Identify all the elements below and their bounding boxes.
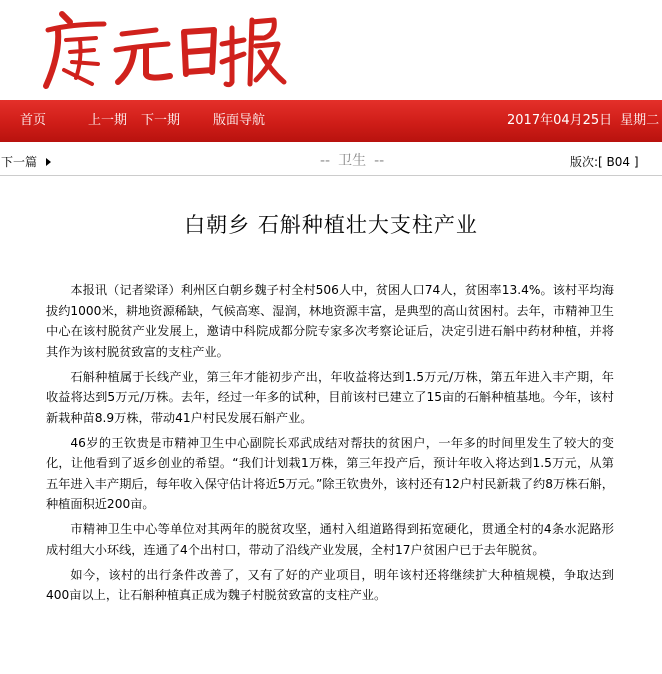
edition-label: 版次:[ B04 ]: [570, 155, 639, 169]
article-title: 白朝乡 石斛种植壮大支柱产业: [184, 213, 478, 238]
issue-date-text: 2017年04月25日: [507, 113, 613, 128]
newspaper-logo[interactable]: [0, 0, 300, 100]
nav-layout-link[interactable]: 版面导航: [213, 113, 266, 128]
article-paragraph: 本报讯（记者梁译）利州区白朝乡魏子村全村506人中，贫困人口74人，贫困率13.4%。该村平均海拔约1000米，耕地资源稀缺，气候高寒、湿润，林地资源丰富，是典型的高山贫困村。去年，市精神卫生中心在该村脱贫产业发展上，邀请中科院成都分院专家多次考察论证后，决定引进石斛中药材种植，并将其作为该村脱贫致富的支柱产业。: [46, 283, 614, 359]
section-dash-left: --: [320, 153, 331, 169]
next-article-link[interactable]: [1, 154, 51, 170]
section-name: 卫生: [338, 153, 367, 169]
section-dash-right: --: [374, 153, 385, 169]
masthead: [0, 0, 662, 100]
section-divider: [0, 175, 662, 176]
nav-next-issue-link[interactable]: 下一期: [141, 113, 181, 128]
issue-date: [507, 113, 659, 129]
section-bar: [0, 150, 662, 174]
article-paragraph: 石斛种植属于长线产业，第三年才能初步产出，年收益将达到1.5万元/万株，第五年进入丰产期，年收益将达到5万元/万株。去年，经过一年多的试种，目前该村已建立了15亩的石斛种植基地。今年，该村新栽种苗8.9万株，带动41户村民发展石斛产业。: [46, 369, 614, 425]
article-paragraph: 市精神卫生中心等单位对其两年的脱贫攻坚，通村入组道路得到拓宽硬化，贯通全村的4条水泥路形成村组大小环线，连通了4个出村口，带动了沿线产业发展，全村17户贫困户已于去年脱贫。: [46, 522, 614, 557]
nav-home-link[interactable]: 首页: [20, 113, 47, 128]
arrow-right-icon: [46, 158, 51, 166]
nav-prev-issue-link[interactable]: 上一期: [88, 113, 128, 128]
section-title: [320, 152, 384, 170]
issue-weekday: 星期二: [620, 113, 660, 128]
article-body: [46, 280, 614, 610]
nav-bar: [0, 100, 662, 142]
next-article-label: 下一篇: [1, 155, 38, 169]
article-paragraph: 46岁的王钦贵是市精神卫生中心副院长邓武成结对帮扶的贫困户，一年多的时间里发生了较大的变化，让他看到了返乡创业的希望。“我们计划栽1万株，第三年投产后，预计年收入将达到1.5万元，从第五年进入丰产期后，每年收入保守估计将近5万元。”除王钦贵外，该村还有12户村民新栽了约8万株石斛，种植面积近200亩。: [46, 435, 614, 511]
article-paragraph: 如今，该村的出行条件改善了，又有了好的产业项目，明年该村还将继续扩大种植规模，争取达到400亩以上，让石斛种植真正成为魏子村脱贫致富的支柱产业。: [46, 567, 614, 602]
